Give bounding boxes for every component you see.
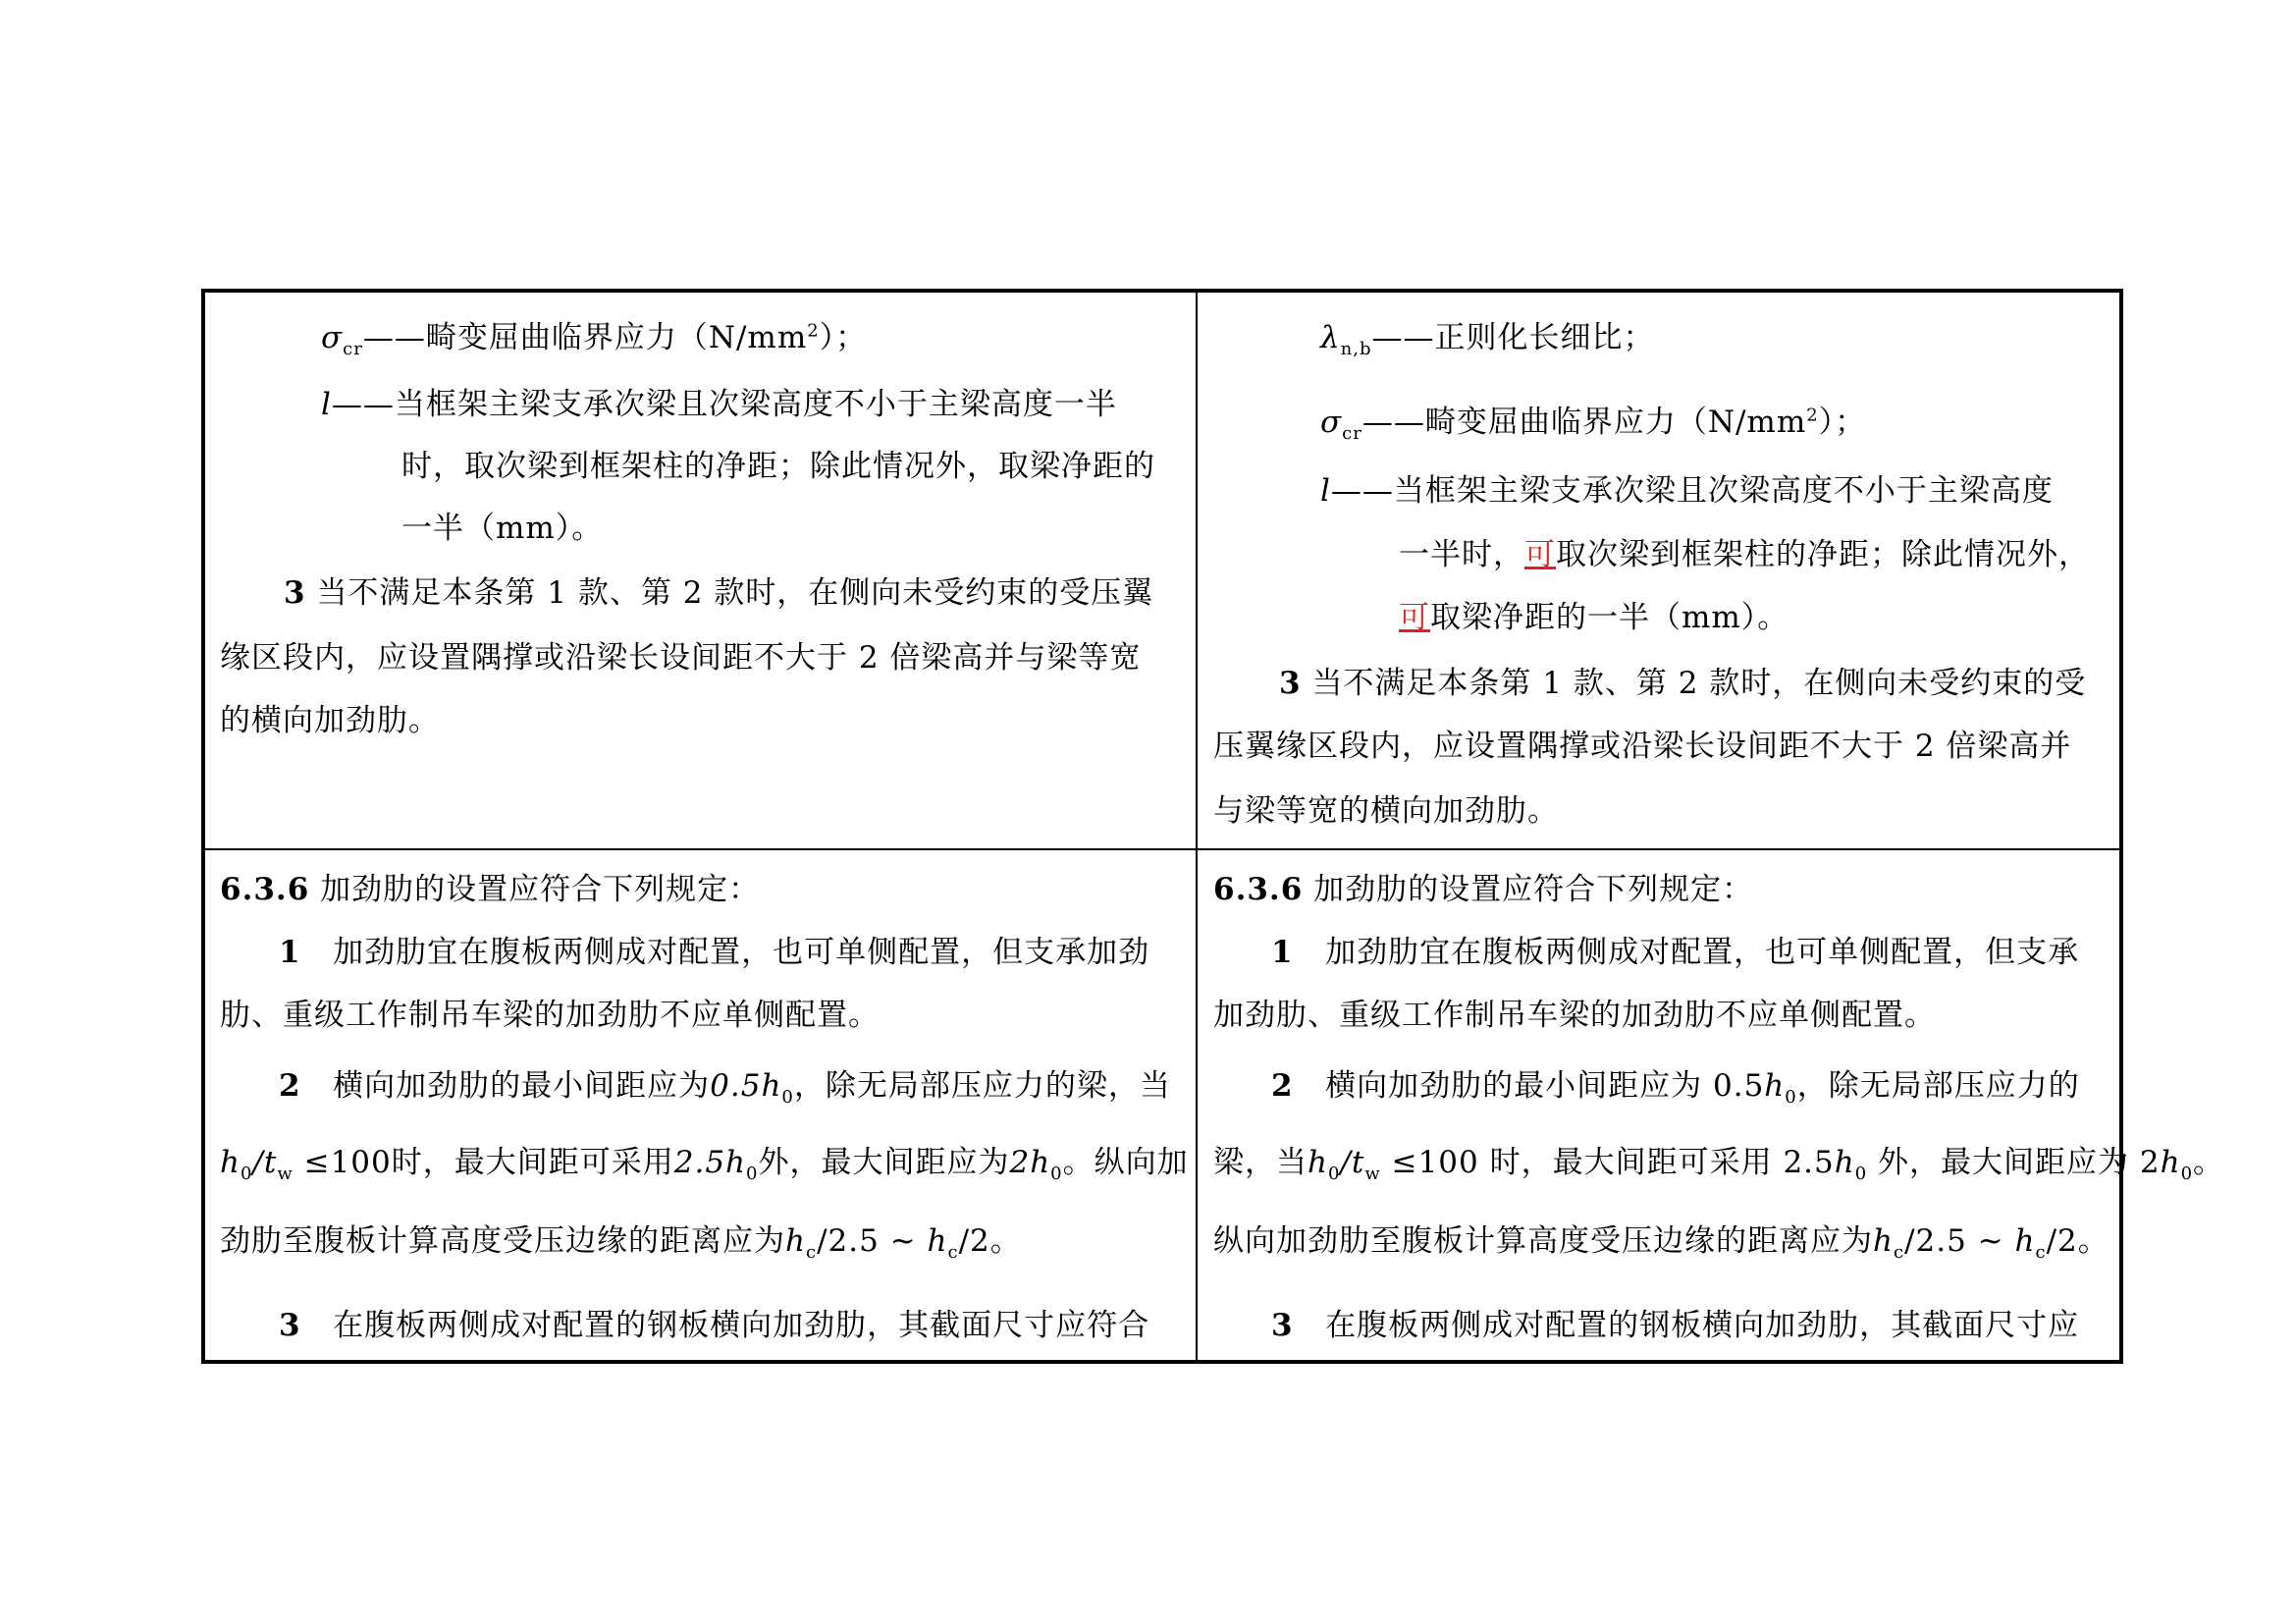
l-line-2b-right: 取次梁到框架柱的净距；除此情况外， [1556,537,2090,572]
l-definition [321,379,1117,423]
item-2-text-a: 横向加劲肋的最小间距应为 [333,1068,711,1104]
sigma-definition-right [1320,397,1866,444]
table-row-top [205,293,2119,850]
item-2-text-a-right: 横向加劲肋的最小间距应为 0.5 [1325,1068,1765,1104]
l-line-2a-right: 一半时， [1399,537,1524,572]
item-2-text-f: 劲肋至腹板计算高度受压边缘的距离应为 [220,1223,785,1259]
item-1-number-right: 1 [1271,935,1294,970]
clause-number-right: 6.3.6 [1213,872,1304,907]
item-3-line-3: 的横向加劲肋。 [220,703,440,738]
item-2-text-f-right: 纵向加劲肋至腹板计算高度受压边缘的距离应为 [1213,1223,1873,1259]
hc2-sub: c [947,1242,959,1264]
item-3-bottom-number-right: 3 [1271,1308,1294,1343]
sigma-description-right: ——畸变屈曲临界应力（N/mm [1362,405,1807,440]
sigma-end-right: ）； [1818,405,1867,440]
l-definition-right [1320,465,2054,510]
clause-title: 加劲肋的设置应符合下列规定： [320,872,761,907]
hc-sub: c [805,1242,818,1264]
hc2-symbol-right: h [2014,1223,2036,1259]
item-1-line-2-right: 加劲肋、重级工作制吊车梁的加劲肋不应单侧配置。 [1213,998,1936,1033]
lambda-description: ——正则化长细比； [1371,320,1655,355]
item-3-right [1279,658,2086,702]
item-2-line-1 [279,1060,1171,1108]
item-1-line-1-right: 加劲肋宜在腹板两侧成对配置，也可单侧配置，但支承 [1325,935,2080,970]
hc-range-right: /2.5 ~ [1904,1223,2015,1259]
item-3-line-3-right: 与梁等宽的横向加劲肋。 [1213,793,1559,829]
hc2-symbol: h [927,1223,948,1259]
hc-symbol: h [785,1223,806,1259]
item-3-number-right: 3 [1279,666,1302,701]
hc-symbol-right: h [1873,1223,1894,1259]
item-3-bottom-line-1: 在腹板两侧成对配置的钢板横向加劲肋，其截面尺寸应符合 [333,1308,1150,1343]
item-3-line-2: 缘区段内，应设置隅撑或沿梁长设间距不大于 2 倍梁高并与梁等宽 [220,640,1142,676]
comparison-table [201,289,2225,1364]
spacing-symbol-2-right: h [1834,1145,1855,1180]
l-symbol: l [321,387,332,422]
sigma-superscript-right: 2 [1806,405,1819,426]
sigma-subscript: cr [343,339,363,360]
min-spacing-sub: 0 [781,1087,794,1109]
item-3-bottom-number: 3 [279,1308,301,1343]
sigma-definition [321,312,867,359]
sigma-description: ——畸变屈曲临界应力（N/mm [362,320,808,355]
item-2-period: 。 [989,1223,1022,1259]
sigma-symbol-right: σ [1320,405,1343,440]
hc-end: /2 [958,1223,990,1259]
l-line-3b-right: 取梁净距的一半（mm）。 [1430,600,1789,635]
hc-sub-right: c [1893,1242,1905,1264]
hc-end-right: /2 [2046,1223,2078,1259]
ratio-limit: ≤100 [293,1145,392,1180]
spacing-sub-3-right: 0 [2180,1164,2194,1185]
item-2-line-1-right [1271,1060,2080,1108]
lambda-symbol: λ [1320,320,1341,355]
sigma-symbol: σ [321,320,344,355]
column-divider-bottom [1196,850,1198,1364]
item-1-number: 1 [279,935,301,970]
t-sub-right: w [1364,1164,1381,1185]
l-line-1: ——当框架主梁支承次梁且次梁高度不小于主梁高度一半 [331,387,1117,422]
item-2-line-3 [220,1216,1022,1263]
item-1-right [1271,927,2079,971]
sigma-end: ）； [819,320,868,355]
l-line-1-right: ——当框架主梁支承次梁且次梁高度不小于主梁高度 [1330,473,2054,509]
item-2-number-right: 2 [1271,1068,1294,1104]
sigma-superscript: 2 [807,320,820,342]
ratio-limit-right: ≤100 时，最大间距可采用 2.5 [1380,1145,1835,1180]
clause-heading [220,864,760,908]
item-2-line-2 [220,1137,1189,1184]
spacing-value-2-sub: 0 [746,1164,759,1185]
h-symbol: h [220,1145,240,1180]
table-row-bottom [205,850,2225,1364]
item-3-bottom-right [1271,1300,2079,1344]
min-spacing-value: 0.5h [710,1068,782,1104]
item-2-line-3-right [1213,1216,2109,1263]
item-3-bottom [279,1300,1149,1344]
column-divider [1196,293,1198,848]
item-3-number: 3 [284,575,306,611]
item-2-text-d-right: 外，最大间距应为 2 [1867,1145,2161,1180]
spacing-value-3: 2h [1009,1145,1051,1180]
item-1-line-2: 肋、重级工作制吊车梁的加劲肋不应单侧配置。 [220,998,880,1033]
item-3-line-2-right: 压翼缘区段内，应设置隅撑或沿梁长设间距不大于 2 倍梁高并 [1213,729,2072,764]
revision-mark-1: 可 [1524,537,1556,572]
item-2-text-e: 。纵向加 [1062,1145,1189,1180]
clause-title-right: 加劲肋的设置应符合下列规定： [1313,872,1754,907]
spacing-value-3-sub: 0 [1050,1164,1063,1185]
l-line-2-right [1399,529,2090,573]
h-symbol-right: h [1308,1145,1328,1180]
clause-number: 6.3.6 [220,872,310,907]
l-line-2: 时，取次梁到框架柱的净距；除此情况外，取梁净距的 [401,449,1155,484]
item-2-text-b-right: ，除无局部压应力的 [1796,1068,2080,1104]
sigma-subscript-right: cr [1342,423,1362,445]
l-line-3: 一半（mm）。 [401,511,604,546]
hc-range: /2.5 ~ [817,1223,928,1259]
l-line-3-right [1399,592,1789,636]
item-2-period-right: 。 [2077,1223,2109,1259]
revision-mark-2: 可 [1399,600,1430,635]
t-sub: w [277,1164,294,1185]
lambda-definition [1320,312,1655,359]
l-symbol-right: l [1320,473,1331,509]
hc2-sub-right: c [2035,1242,2047,1264]
item-3 [284,568,1153,612]
h-sub-right: 0 [1327,1164,1341,1185]
item-2-text-c: 时，最大间距可采用 [391,1145,674,1180]
item-3-bottom-line-1-right: 在腹板两侧成对配置的钢板横向加劲肋，其截面尺寸应 [1325,1308,2080,1343]
item-2-text-e-right: 。 [2193,1145,2225,1180]
item-2-text-c-right: 梁，当 [1213,1145,1308,1180]
t-symbol: /t [252,1145,278,1180]
item-2-number: 2 [279,1068,301,1104]
lambda-subscript: n,b [1340,339,1372,360]
h-sub: 0 [240,1164,253,1185]
item-2-line-2-right [1213,1137,2224,1184]
t-symbol-right: /t [1340,1145,1365,1180]
item-1-line-1: 加劲肋宜在腹板两侧成对配置，也可单侧配置，但支承加劲 [333,935,1150,970]
min-spacing-sub-right: 0 [1785,1087,1797,1109]
spacing-value-2: 2.5h [673,1145,747,1180]
spacing-symbol-3-right: h [2160,1145,2181,1180]
min-spacing-symbol-right: h [1764,1068,1786,1104]
spacing-sub-2-right: 0 [1854,1164,1868,1185]
item-3-line-1: 当不满足本条第 1 款、第 2 款时，在侧向未受约束的受压翼 [316,575,1154,611]
item-3-line-1-right: 当不满足本条第 1 款、第 2 款时，在侧向未受约束的受 [1311,666,2087,701]
item-2-text-d: 外，最大间距应为 [758,1145,1010,1180]
item-1 [279,927,1149,971]
item-2-text-b: ，除无局部压应力的梁，当 [793,1068,1171,1104]
clause-heading-right [1213,864,1753,908]
